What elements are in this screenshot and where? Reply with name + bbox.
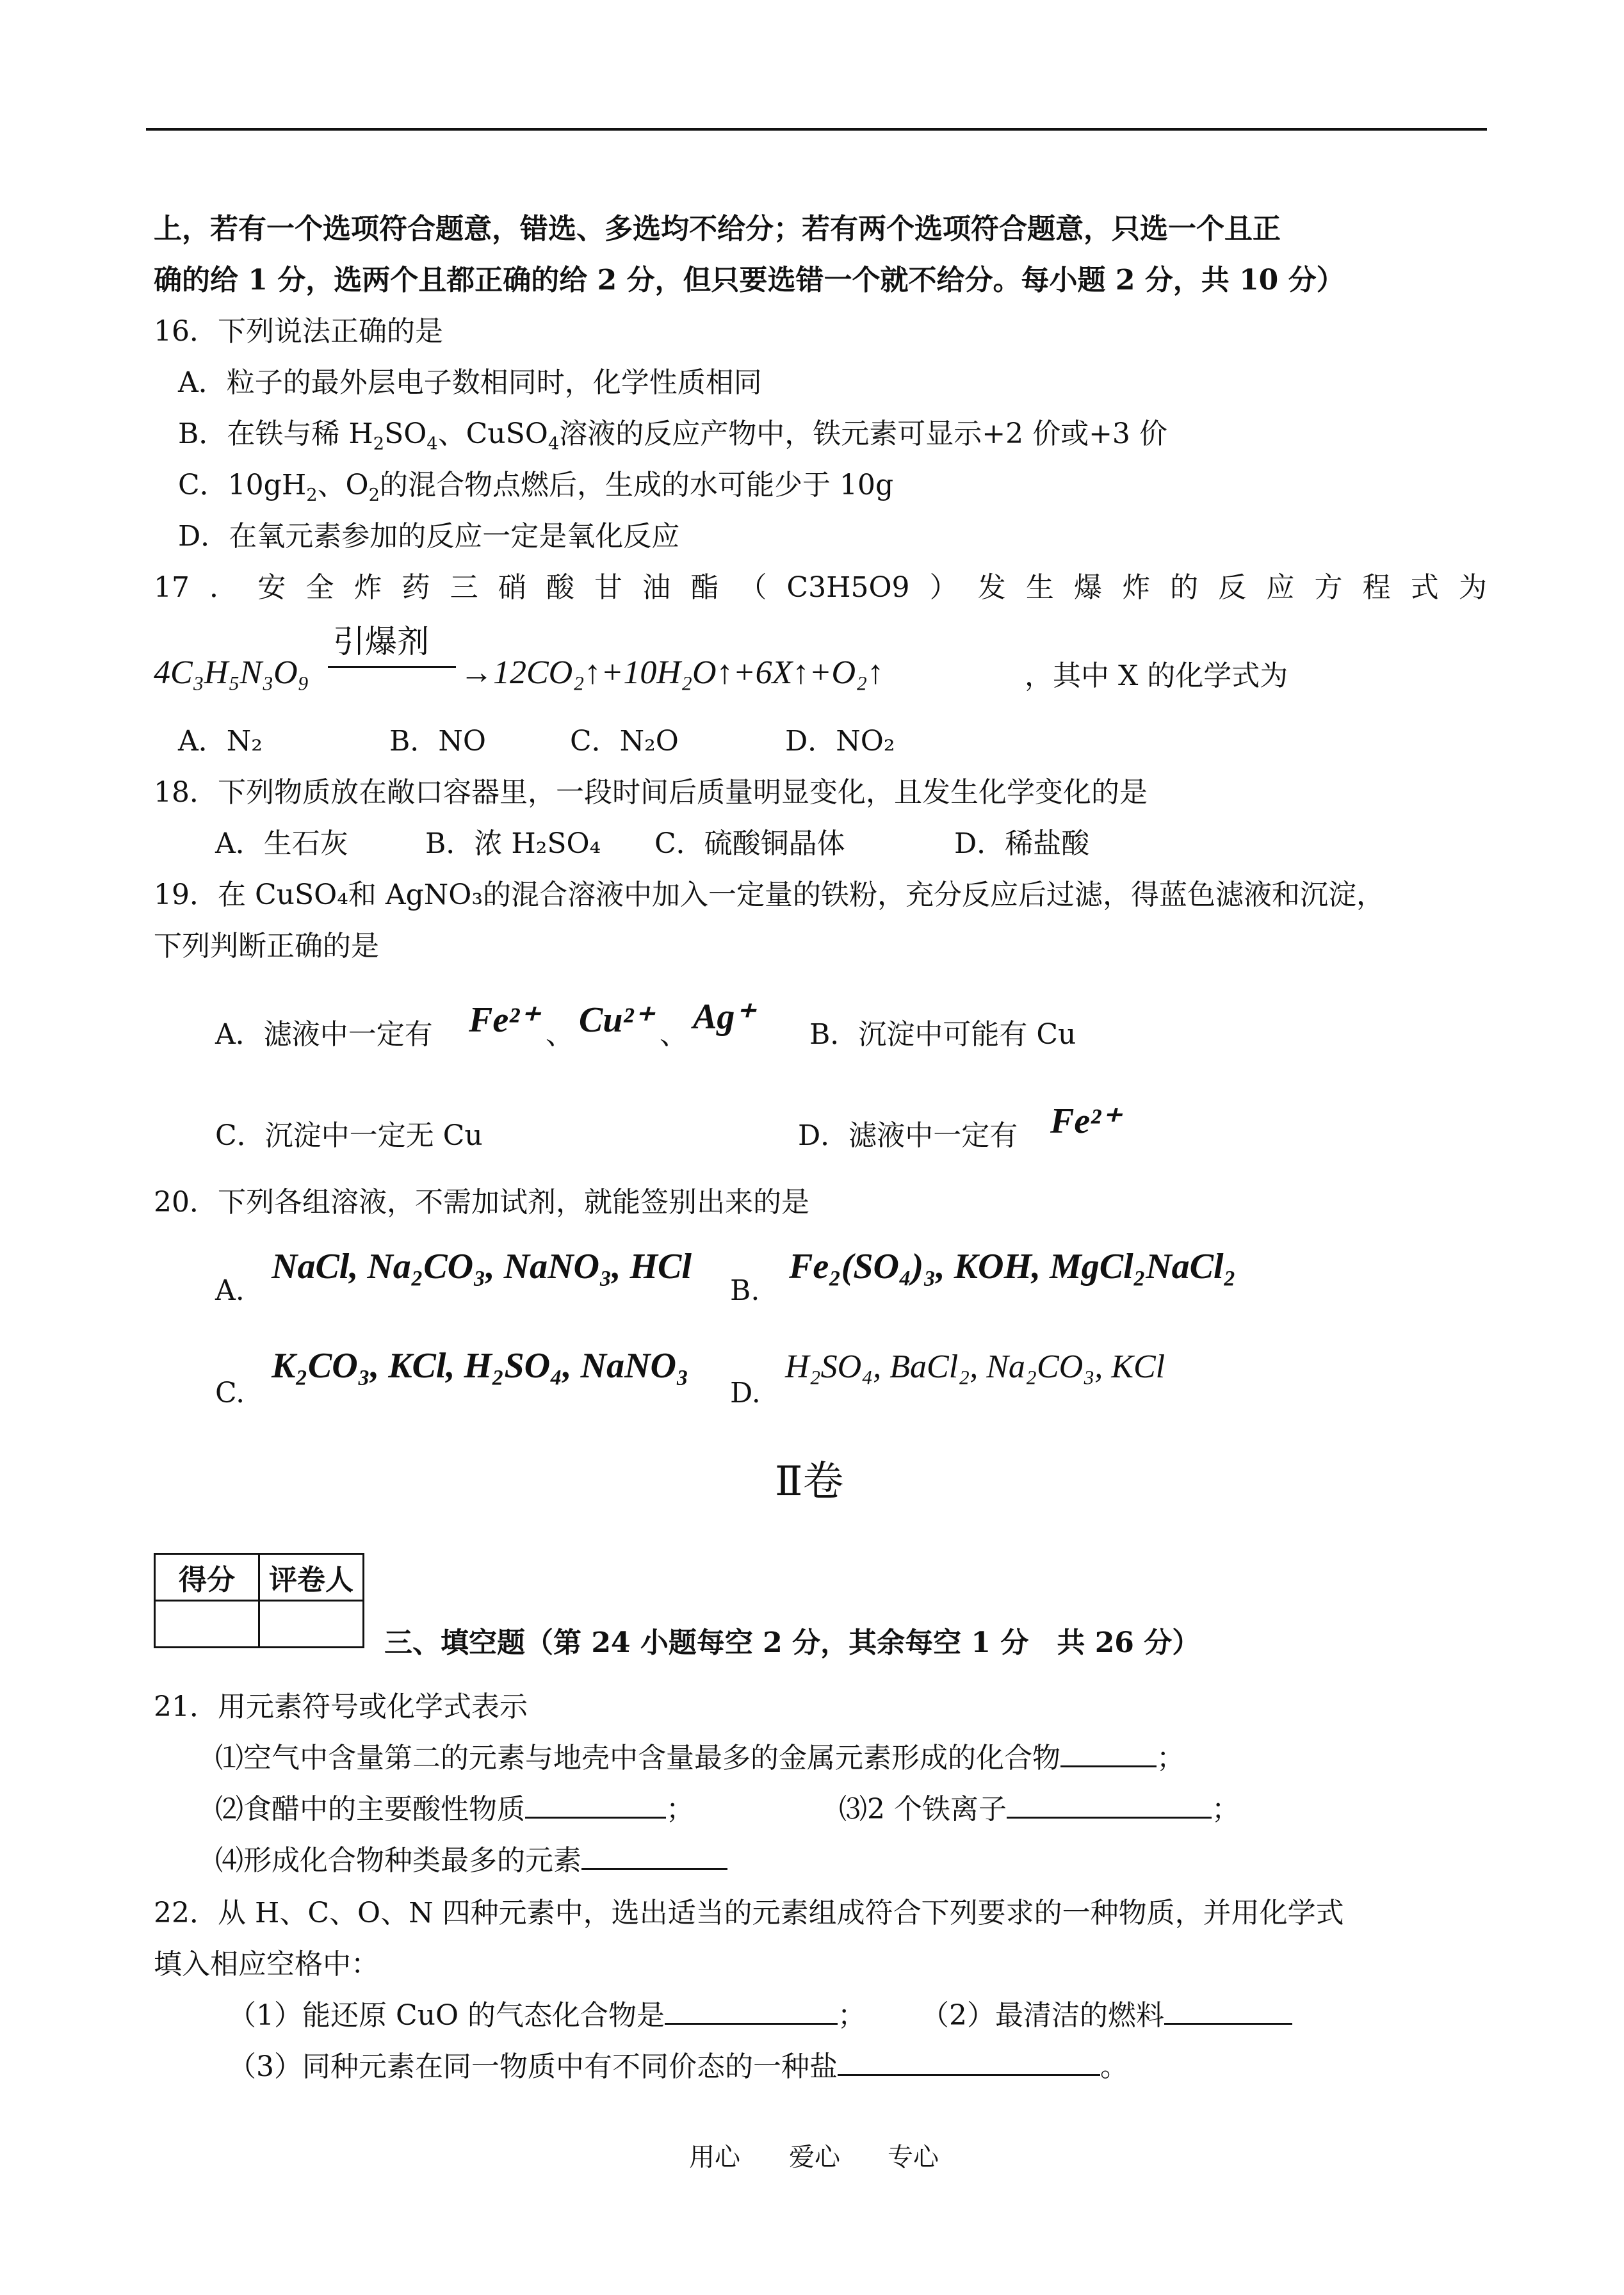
q21-stem: 21．用元素符号或化学式表示	[154, 1691, 528, 1723]
q20-stem: 20．下列各组溶液，不需加试剂，就能签别出来的是	[154, 1186, 809, 1219]
footer-item-1: 用心	[689, 2143, 740, 2172]
instruction-line-2: 确的给 1 分，选两个且都正确的给 2 分，但只要选错一个就不给分。每小题 2 分，共 10 分）	[154, 264, 1345, 296]
header-rule	[146, 128, 1487, 131]
q22-stem-1: 22．从 H、C、O、N 四种元素中，选出适当的元素组成符合下列要求的一种物质，并用化学式	[154, 1897, 1344, 1929]
q19-separator-1: 、	[546, 1018, 574, 1051]
q17-equation-right: →12CO₂↑+10H₂O↑+6X↑+O₂↑	[460, 654, 884, 691]
q16-option-c: C．$10gH_2$、$O_2$的混合物点燃后，生成的水可能少于 10g	[178, 469, 894, 505]
q17-condition-bar	[328, 666, 456, 668]
q21-blank-3[interactable]	[1007, 1795, 1212, 1819]
score-cell[interactable]	[155, 1601, 259, 1648]
footer-item-3: 专心	[888, 2143, 939, 2172]
grader-header: 评卷人	[259, 1554, 364, 1601]
q19-separator-2: 、	[660, 1018, 688, 1051]
q16-stem: 16．下列说法正确的是	[154, 315, 443, 348]
q16-option-a: A．粒子的最外层电子数相同时，化学性质相同	[178, 366, 762, 399]
q21-item-2: ⑵食醋中的主要酸性物质 ；	[215, 1793, 694, 1826]
q18-stem: 18．下列物质放在敞口容器里，一段时间后质量明显变化，且发生化学变化的是	[154, 776, 1148, 809]
q19-stem-2: 下列判断正确的是	[154, 930, 379, 962]
q19-option-d-ion: Fe²⁺	[1050, 1101, 1120, 1141]
q19-ion-fe: Fe²⁺	[469, 1000, 539, 1040]
grader-cell[interactable]	[259, 1601, 364, 1648]
q17-equation-tail: ，其中 X 的化学式为	[1025, 660, 1288, 692]
q20-option-c-label: C.	[215, 1377, 245, 1409]
q17-option-d: D．NO₂	[785, 725, 895, 758]
q19-ion-ag: Ag⁺	[693, 997, 754, 1037]
q17-equation-condition: 引爆剂	[333, 623, 429, 660]
q21-item-4: ⑷形成化合物种类最多的元素	[215, 1844, 727, 1878]
q22-item-3: （3）同种元素在同一物质中有不同价态的一种盐 。	[228, 2050, 1128, 2083]
q20-option-c: K₂CO₃, KCl, H₂SO₄, NaNO₃	[272, 1346, 689, 1386]
q21-item-1: ⑴空气中含量第二的元素与地壳中含量最多的金属元素形成的化合物 ；	[215, 1742, 1185, 1774]
q20-option-d-label: D.	[730, 1377, 761, 1409]
q22-item-2: （2）最清洁的燃料	[921, 1999, 1292, 2033]
part-ii-title: Ⅱ卷	[775, 1458, 844, 1505]
q17-equation-left: 4C₃H₅N₃O₉	[154, 654, 309, 691]
q20-option-b: Fe₂(SO₄)₃, KOH, MgCl₂NaCl₂	[789, 1247, 1237, 1286]
q20-option-a: NaCl, Na₂CO₃, NaNO₃, HCl	[272, 1247, 692, 1286]
q22-blank-3[interactable]	[838, 2052, 1100, 2076]
q20-option-a-label: A.	[215, 1274, 245, 1307]
q19-option-a-label: A．滤液中一定有	[215, 1018, 433, 1051]
instruction-line-1: 上，若有一个选项符合题意，错选、多选均不给分；若有两个选项符合题意，只选一个且正	[154, 213, 1281, 245]
q17-option-c: C．N₂O	[570, 725, 679, 758]
score-header: 得分	[155, 1554, 259, 1601]
q19-stem-1: 19．在 CuSO₄和 AgNO₃的混合溶液中加入一定量的铁粉，充分反应后过滤，得蓝色滤液和沉淀，	[154, 879, 1384, 911]
q20-option-b-label: B.	[730, 1274, 760, 1307]
q20-option-d: H₂SO₄, BaCl₂, Na₂CO₃, KCl	[785, 1349, 1165, 1385]
q17-option-a: A．N₂	[178, 725, 263, 758]
q22-blank-2[interactable]	[1164, 2001, 1292, 2025]
q19-option-d-label: D．滤液中一定有	[798, 1119, 1018, 1152]
q19-ion-cu: Cu²⁺	[579, 1000, 653, 1040]
footer-item-2: 爱心	[789, 2143, 840, 2172]
q21-blank-2[interactable]	[525, 1795, 666, 1819]
section-fill-blank-title: 三、填空题（第 24 小题每空 2 分，其余每空 1 分 共 26 分）	[384, 1626, 1201, 1659]
score-table	[154, 1553, 364, 1648]
q18-option-d: D．稀盐酸	[954, 827, 1090, 860]
q18-option-a: A．生石灰	[215, 827, 348, 860]
q17-option-b: B．NO	[389, 725, 486, 758]
q21-item-3: ⑶2 个铁离子 ；	[839, 1793, 1240, 1826]
q17-stem: 17 ． 安 全 炸 药 三 硝 酸 甘 油 酯 （ C3H5O9 ） 发 生 爆 炸 的 反 应 方 程 式 为	[154, 571, 1487, 604]
q21-blank-4[interactable]	[581, 1846, 727, 1870]
q18-option-b: B．浓 H₂SO₄	[425, 827, 601, 860]
q16-option-b: B．在铁与稀 $H_2SO_4$、CuSO$_4$溶液的反应产物中，铁元素可显示+2 价或+3 价	[178, 418, 1167, 454]
q19-option-c: C．沉淀中一定无 Cu	[215, 1119, 483, 1152]
q18-option-c: C．硫酸铜晶体	[654, 827, 845, 860]
q22-blank-1[interactable]	[665, 2001, 838, 2025]
q21-blank-1[interactable]	[1060, 1744, 1157, 1767]
q22-stem-2: 填入相应空格中：	[154, 1948, 379, 1981]
q22-item-1: （1）能还原 CuO 的气态化合物是 ；	[228, 1999, 866, 2032]
q16-option-d: D．在氧元素参加的反应一定是氧化反应	[178, 520, 680, 553]
q19-option-b: B．沉淀中可能有 Cu	[809, 1018, 1076, 1051]
